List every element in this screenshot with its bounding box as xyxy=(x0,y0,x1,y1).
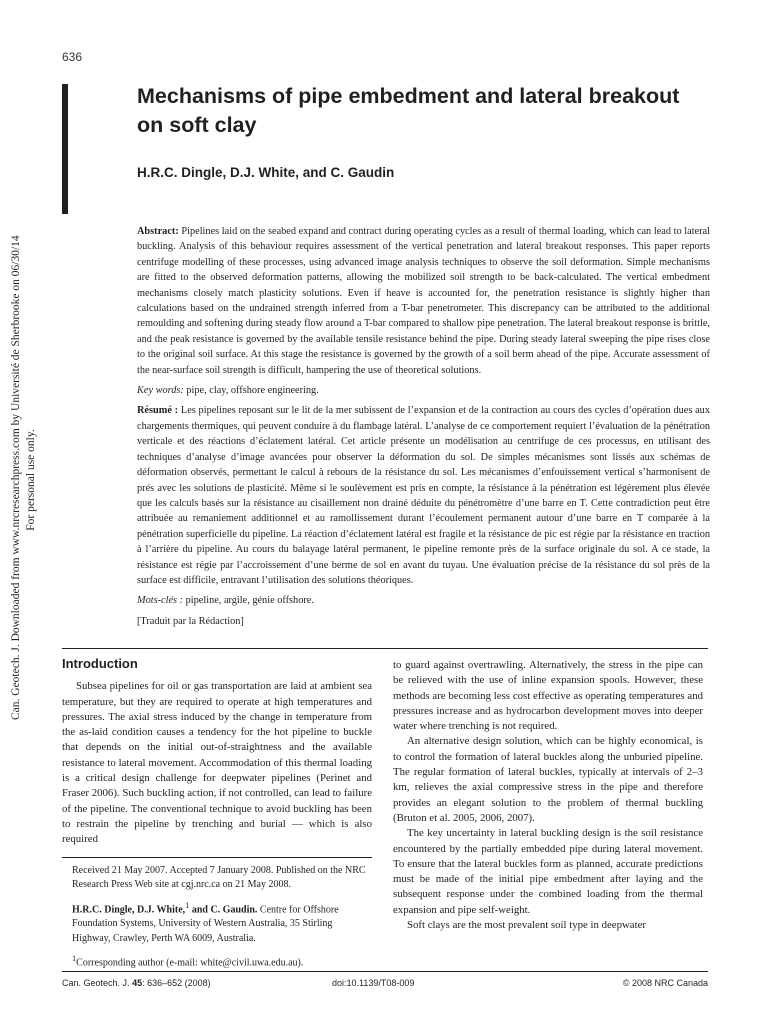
translation-note: [Traduit par la Rédaction] xyxy=(137,615,244,627)
page-number: 636 xyxy=(62,50,83,64)
introduction-heading: Introduction xyxy=(62,656,138,671)
keywords xyxy=(137,383,710,398)
affiliation-authors: H.R.C. Dingle, D.J. White, xyxy=(72,903,186,915)
abstract xyxy=(137,224,710,378)
intro-paragraph-3: An alternative design solution, which can be highly economical, is to control the formation of lateral buckles along the unburied pipeline. The regular formation of lateral buckles, typically at intervals of 2–3 km, relieves the axial compressive stress in the pipe and therefore provides an elegant solution to the problem of thermal buckling (Bruton et al. 2005, 2006, 2007). xyxy=(393,735,703,824)
affiliation-text: Centre for Offshore Foundation Systems, University of Western Australia, 35 Stirling Highway, Crawley, Perth WA 6009, Australia. xyxy=(72,903,339,944)
paper-title: Mechanisms of pipe embedment and lateral breakout on soft clay xyxy=(137,84,680,137)
right-column xyxy=(393,658,703,933)
affiliation-and: and C. Gaudin. xyxy=(189,903,258,915)
intro-paragraph-2: to guard against overtrawling. Alternatively, the stress in the pipe can be relieved with the use of inline expansion spools. However, these methods are becoming less cost effective as operating temperatures and pressures increase and as hydrocarbon development moves into deeper water where trenching is not required. xyxy=(393,659,703,733)
mots-cles-label: Mots-clés : xyxy=(137,595,184,607)
abstract-divider xyxy=(62,648,708,649)
left-column xyxy=(62,656,372,848)
received-info-box xyxy=(62,857,372,976)
corresponding-author xyxy=(62,952,372,971)
footnote-mark: 1 xyxy=(72,953,77,963)
keywords-label: Key words: xyxy=(137,385,184,397)
keywords-text: pipe, clay, offshore engineering. xyxy=(186,385,319,397)
side-note-line-1: Can. Geotech. J. Downloaded from www.nrcresearchpress.com by Université de Sherbrooke on 06/30/14 xyxy=(10,235,22,720)
resume xyxy=(137,403,710,588)
abstract-label: Abstract: xyxy=(137,226,179,237)
footer-doi: doi:10.1139/T08-009 xyxy=(332,978,415,988)
intro-paragraph-1: Subsea pipelines for oil or gas transportation are laid at ambient sea temperature, but they are required to operate at high temperatures and pressures. The axial stress induced by the change in temperature from the as-laid condition causes a tendency for the hot pipeline to buckle that depends on the initial out-of-straightness and the available resistance to lateral movement. Accommodation of this thermal loading is a critical design challenge for deepwater pipelines (Perinet and Fraser 2006). Such buckling action, if not controlled, can lead to failure of the pipeline. The conventional technique to avoid buckling has been to restrain the pipeline by trenching and burial — which is also required xyxy=(62,680,372,846)
footer-journal: Can. Geotech. J. xyxy=(62,978,130,988)
mots-cles xyxy=(137,593,710,608)
received-dates: Received 21 May 2007. Accepted 7 January 2008. Published on the NRC Research Press Web site at cgj.nrc.ca on 21 May 2008. xyxy=(72,865,366,891)
resume-text: Les pipelines reposant sur le lit de la mer subissent de l’expansion et de la contraction au cours des cycles d’opération dues aux chargements thermiques, qui peuvent conduire à du flambage latéral. L’analyse de ce comportement requiert l’évaluation de la pénétration verticale et des réactions d’éclatement latéral. Cet article présente un modélisation au centrifuge de ces processus, en utilisant des techniques d’analyse d’image avancées pour observer la déformation du sol. De simples mécanismes sont lissés aux schémas de déformation observés, permettant le calcul à rebours de la résistance du sol. Les mécanismes d’enfouissement vertical s’harmonisent de prés avec les solutions de plasticité. Même si le soulèvement est pris en compte, la résistance à la pénétration est légèrement plus élevée que les calculs basés sur la résistance au cisaillement non drainé déduite du pénétromètre d’une barre en T. Cette contradiction peut être attribuée au remaniement additionnel et au ramollissement durant l’écoulement permanent autour d’une barre en T comparée à la pénétration superficielle du pipeline. La réaction d’éclatement latéral est fragile et la résistance de pic est régie par la résistance en traction à l’arrière du pipeline. Au cours du balayage latéral permanent, le pipeline remonte près de la surface originale du sol. A ce stade, la résistance est régie par l’accroissement d’une berme de sol en avant du tuyau. Une évaluation précise de la résistance du sol près de la surface est difficile, entravant l’utilisation des solutions théoriques. xyxy=(137,405,710,586)
resume-label: Résumé : xyxy=(137,405,179,417)
abstract-block xyxy=(137,224,710,634)
footer-pages: : 636–652 (2008) xyxy=(142,978,211,988)
footer-volume: 45 xyxy=(132,978,143,988)
abstract-text: Pipelines laid on the seabed expand and contract during operating cycles as a result of thermal loading, which can lead to lateral buckling. Analysis of this behaviour requires assessment of the vertical penetration and lateral breakout responses. This paper reports centrifuge modelling of these processes, using advanced image analysis techniques to observe the soil deformation. Simple mechanisms are fitted to the observed deformation patterns, allowing the mobilized soil strength to be back-calculated. The vertical embedment mechanisms closely match plasticity solutions. Even if heave is accounted for, the penetration resistance is slightly higher than calculations based on the undrained strength inferred from a T-bar penetrometer. This discrepancy can be attributed to the additional remoulding and softening during steady flow around a T-bar compared to shallow pipe penetration. The lateral breakout response is brittle, and the peak resistance is governed by the available tensile resistance behind the pipe. During steady lateral sweeping the pipe rises close to the original soil surface. At this stage the resistance is governed by the growth of a soil berm ahead of the pipe. Accurate assessment of the near-surface soil strength is difficult, hampering the use of theoretical solutions. xyxy=(137,226,710,376)
author-affiliation xyxy=(62,899,372,946)
footer-divider xyxy=(62,971,708,972)
affiliation-superscript: 1 xyxy=(185,900,190,910)
mots-cles-text: pipeline, argile, génie offshore. xyxy=(185,595,314,607)
intro-paragraph-4: The key uncertainty in lateral buckling design is the soil resistance encountered by the partially embedded pipe during lateral movement. To ensure that the lateral buckles form as planned, accurate predictions must be made of the initial pipe embedment after laying and the subsequent response under the combined loading from the thermal expansion and pipe self-weight. xyxy=(393,827,703,916)
paper-authors: H.R.C. Dingle, D.J. White, and C. Gaudin xyxy=(137,165,395,180)
footnote-text: Corresponding author (e-mail: white@civil.uwa.edu.au). xyxy=(76,957,304,969)
footer-copyright: © 2008 NRC Canada xyxy=(622,978,708,988)
footer-citation xyxy=(62,978,211,988)
intro-paragraph-5: Soft clays are the most prevalent soil type in deepwater xyxy=(407,919,646,932)
side-note-line-2: For personal use only. xyxy=(25,429,37,531)
side-download-note xyxy=(6,235,42,720)
title-bar xyxy=(62,84,68,214)
